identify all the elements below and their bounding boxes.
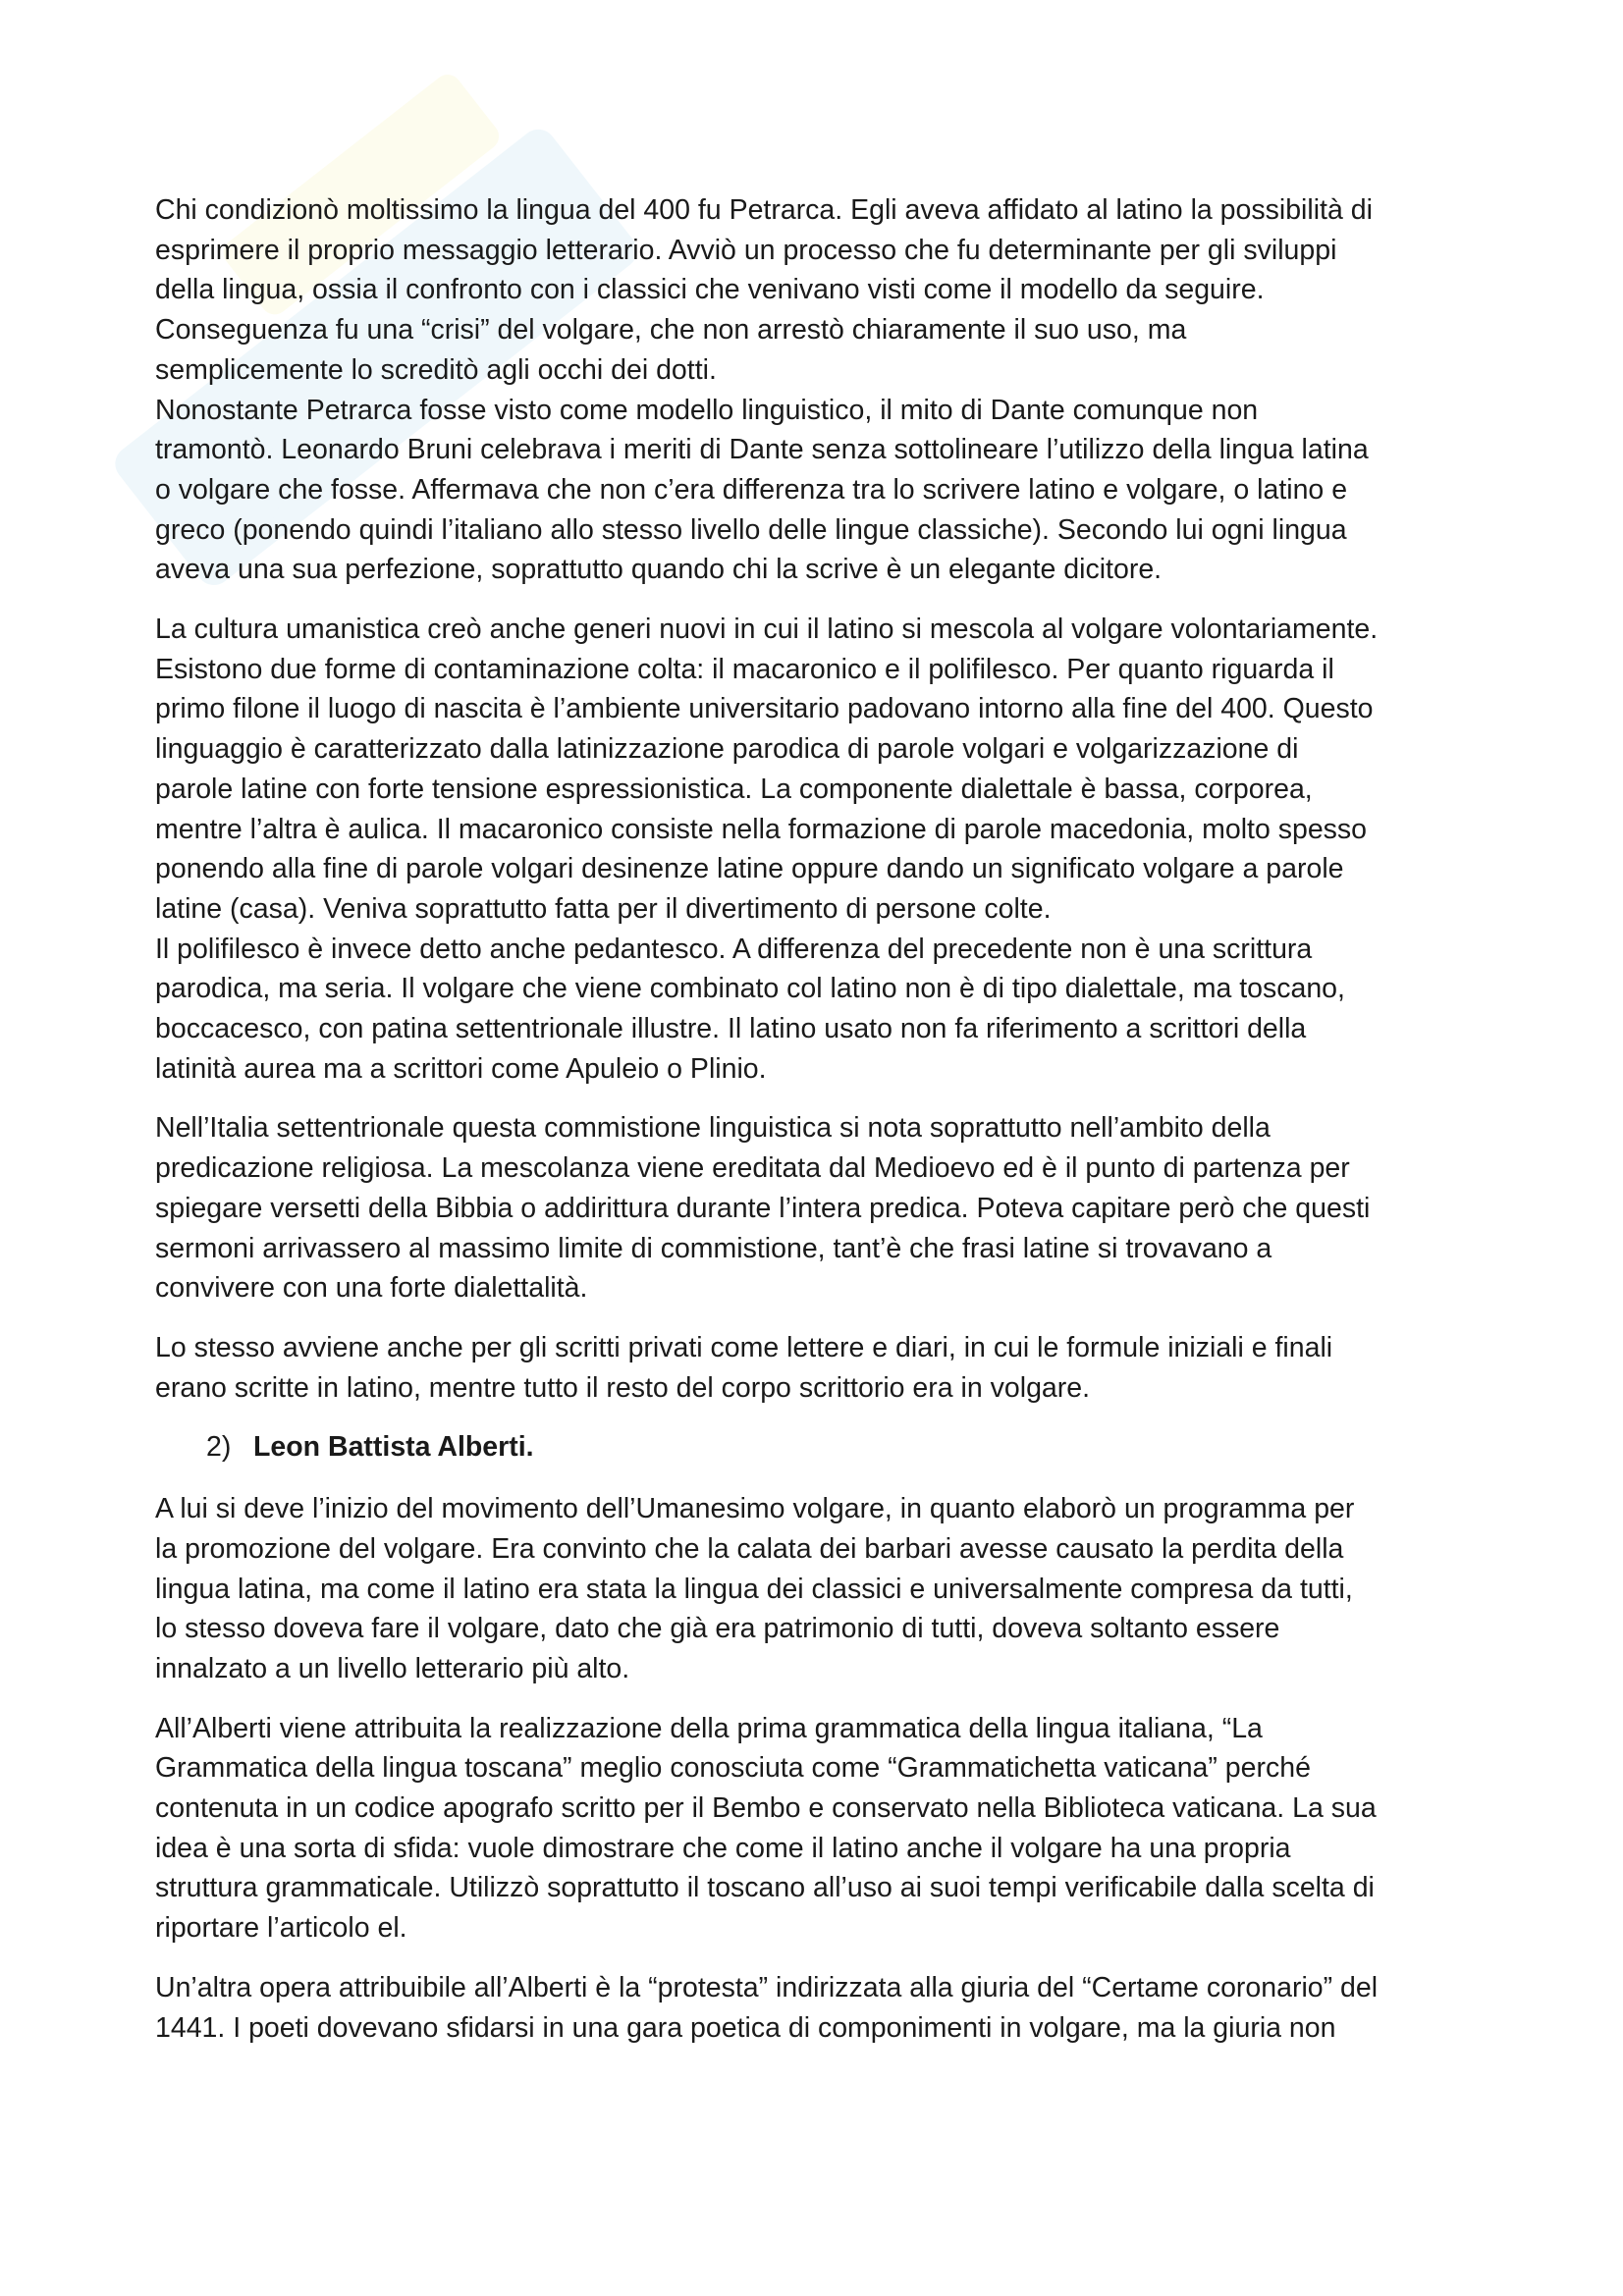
text-line: Nonostante Petrarca fosse visto come modello linguistico, il mito di Dante comunque non <box>155 394 1259 426</box>
text-line: latine (casa). Veniva soprattutto fatta per il divertimento di persone colte. <box>155 892 1052 925</box>
text-line: 1441. I poeti dovevano sfidarsi in una gara poetica di componimenti in volgare, ma la giuria non <box>155 2011 1336 2044</box>
paragraph-4 <box>155 1328 1486 1408</box>
text-line: struttura grammaticale. Utilizzò soprattutto il toscano all’uso ai suoi tempi verificabile dalla scelta di <box>155 1872 1375 1904</box>
text-line: Il polifilesco è invece detto anche pedantesco. A differenza del precedente non è una scrittura <box>155 933 1313 965</box>
paragraph-1 <box>155 190 1486 590</box>
text-line: lingua latina, ma come il latino era stata la lingua dei classici e universalmente compresa da tutti, <box>155 1573 1353 1605</box>
paragraph-7 <box>155 1968 1486 2048</box>
document-page <box>155 190 1486 2067</box>
text-line: Conseguenza fu una “crisi” del volgare, che non arrestò chiaramente il suo uso, ma <box>155 314 1187 347</box>
text-line: lo stesso doveva fare il volgare, dato che già era patrimonio di tutti, doveva soltanto essere <box>155 1613 1280 1645</box>
text-line: aveva una sua perfezione, soprattutto quando chi la scrive è un elegante dicitore. <box>155 554 1163 586</box>
text-line: la promozione del volgare. Era convinto che la calata dei barbari avesse causato la perdita della <box>155 1532 1344 1565</box>
text-line: riportare l’articolo el. <box>155 1912 407 1945</box>
text-line: parodica, ma seria. Il volgare che viene combinato col latino non è di tipo dialettale, ma toscano, <box>155 973 1345 1005</box>
text-line: convivere con una forte dialettalità. <box>155 1272 588 1305</box>
text-line: della lingua, ossia il confronto con i classici che venivano visti come il modello da seguire. <box>155 274 1265 306</box>
section-title: Leon Battista Alberti. <box>253 1431 534 1464</box>
text-line: idea è una sorta di sfida: vuole dimostrare che come il latino anche il volgare ha una propria <box>155 1832 1291 1864</box>
text-line: semplicemente lo screditò agli occhi dei dotti. <box>155 353 717 386</box>
text-line: Lo stesso avviene anche per gli scritti privati come lettere e diari, in cui le formule iniziali e finali <box>155 1331 1333 1363</box>
text-line: mentre l’altra è aulica. Il macaronico consiste nella formazione di parole macedonia, molto spesso <box>155 813 1368 845</box>
text-line: erano scritte in latino, mentre tutto il resto del corpo scrittorio era in volgare. <box>155 1371 1091 1404</box>
text-line: boccacesco, con patina settentrionale illustre. Il latino usato non fa riferimento a scrittori della <box>155 1013 1307 1045</box>
paragraph-5 <box>155 1489 1486 1689</box>
text-line: linguaggio è caratterizzato dalla latinizzazione parodica di parole volgari e volgarizzazione di <box>155 733 1299 766</box>
text-line: greco (ponendo quindi l’italiano allo stesso livello delle lingue classiche). Secondo lui ogni lingua <box>155 513 1347 546</box>
text-line: All’Alberti viene attribuita la realizzazione della prima grammatica della lingua italiana, “La <box>155 1712 1263 1744</box>
text-line: tramontò. Leonardo Bruni celebrava i meriti di Dante senza sottolineare l’utilizzo della lingua latina <box>155 434 1369 466</box>
text-line: Grammatica della lingua toscana” meglio conosciuta come “Grammatichetta vaticana” perché <box>155 1752 1311 1785</box>
text-line: esprimere il proprio messaggio letterario. Avviò un processo che fu determinante per gli sviluppi <box>155 234 1337 266</box>
text-line: Esistono due forme di contaminazione colta: il macaronico e il polifilesco. Per quanto riguarda il <box>155 653 1334 685</box>
text-line: La cultura umanistica creò anche generi nuovi in cui il latino si mescola al volgare volontariamente. <box>155 614 1379 646</box>
text-line: spiegare versetti della Bibbia o addirittura durante l’intera predica. Poteva capitare però che questi <box>155 1192 1371 1224</box>
paragraph-6 <box>155 1709 1486 1949</box>
text-line: parole latine con forte tensione espressionistica. La componente dialettale è bassa, corporea, <box>155 773 1313 805</box>
text-line: Un’altra opera attribuibile all’Alberti è la “protesta” indirizzata alla giuria del “Certame coronario” del <box>155 1971 1379 2003</box>
text-line: latinità aurea ma a scrittori come Apuleio o Plinio. <box>155 1052 767 1085</box>
text-line: A lui si deve l’inizio del movimento dell’Umanesimo volgare, in quanto elaborò un programma per <box>155 1493 1355 1525</box>
text-line: Nell’Italia settentrionale questa commistione linguistica si nota soprattutto nell’ambito della <box>155 1112 1271 1145</box>
text-line: predicazione religiosa. La mescolanza viene ereditata dal Medioevo ed è il punto di partenza per <box>155 1152 1350 1185</box>
text-line: contenuta in un codice apografo scritto per il Bembo e conservato nella Biblioteca vaticana. La sua <box>155 1792 1377 1825</box>
text-line: sermoni arrivassero al massimo limite di commistione, tant’è che frasi latine si trovavano a <box>155 1232 1272 1264</box>
text-line: Chi condizionò moltissimo la lingua del 400 fu Petrarca. Egli aveva affidato al latino la possibilità di <box>155 194 1373 226</box>
text-line: primo filone il luogo di nascita è l’ambiente universitario padovano intorno alla fine del 400. Questo <box>155 693 1374 725</box>
text-line: ponendo alla fine di parole volgari desinenze latine oppure dando un significato volgare a parole <box>155 853 1344 885</box>
section-heading <box>155 1427 1486 1468</box>
paragraph-3 <box>155 1108 1486 1308</box>
section-number: 2) <box>206 1431 232 1464</box>
paragraph-2 <box>155 610 1486 1089</box>
text-line: innalzato a un livello letterario più alto. <box>155 1652 630 1684</box>
text-line: o volgare che fosse. Affermava che non c’era differenza tra lo scrivere latino e volgare, o latino e <box>155 473 1348 506</box>
